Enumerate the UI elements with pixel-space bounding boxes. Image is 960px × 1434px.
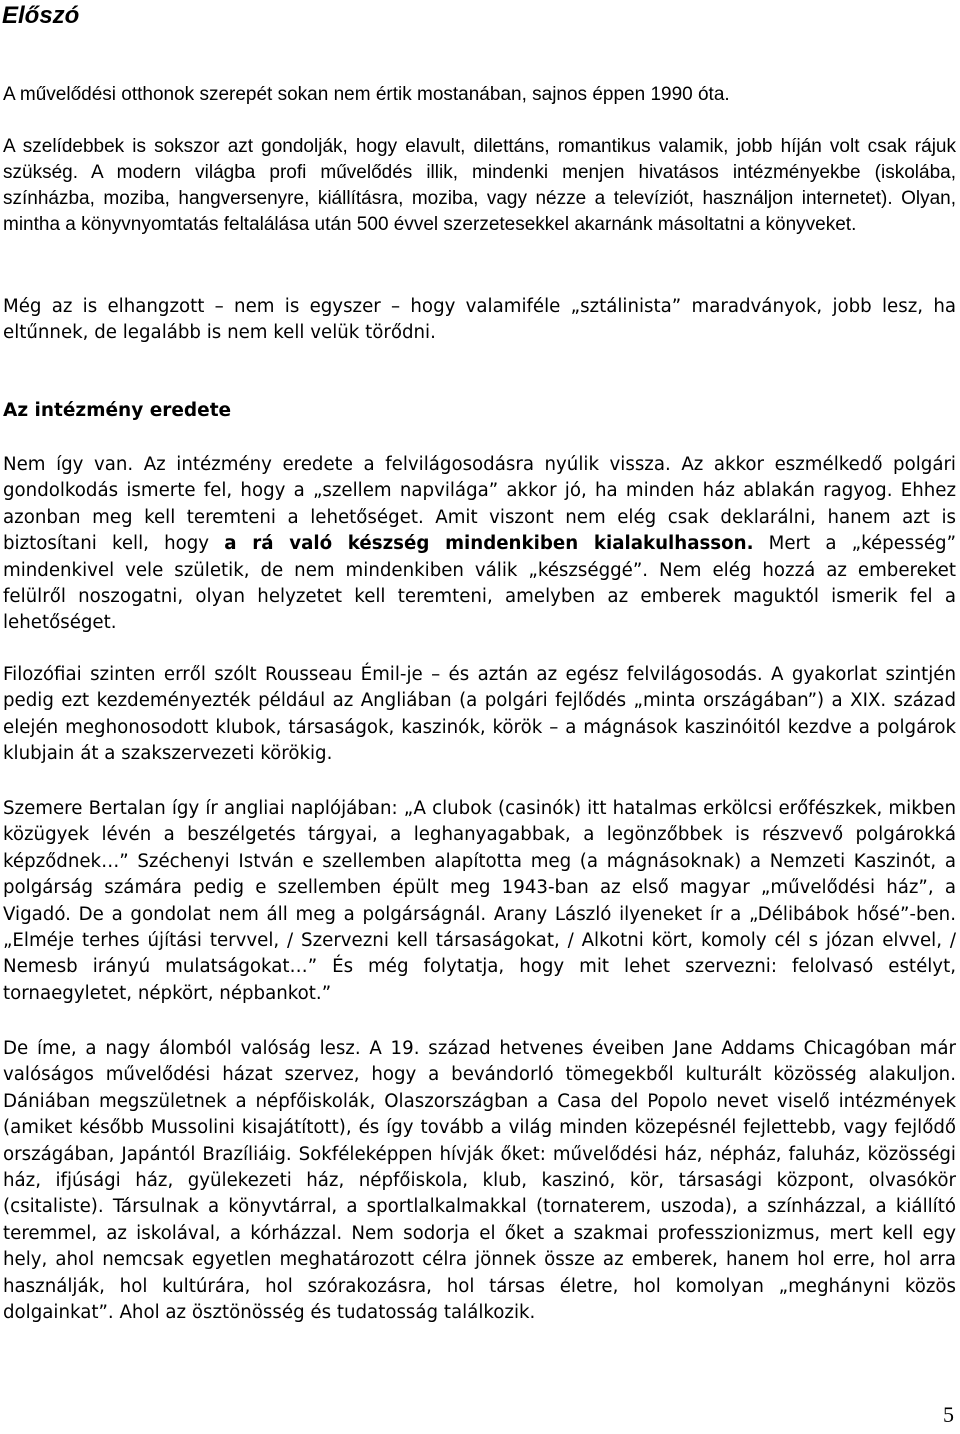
intro-paragraph-2: A szelídebbek is sokszor azt gondolják, hogy elavult, dilettáns, romantikus valamik, jobb híján volt csak rájuk szükség. A modern világba profi művelődés illik, mindenki menjen hivatásos intézményekbe (iskolába, színházba, moziba, hangversenyre, kiállításra, moziba, vagy nézze a televíziót, használjon internetet). Olyan, mintha a könyvnyomtatás feltalálása után 500 évvel szerzetesekkel akarnánk másoltatni a könyveket. bbox=[3, 136, 956, 235]
intro-paragraph-1: A művelődési otthonok szerepét sokan nem értik mostanában, sajnos éppen 1990 óta. bbox=[3, 84, 730, 105]
section-paragraph-1-text-end: Mert a „képesség” mindenkivel vele születik, de nem mindenkiben válik „készséggé”. Nem elég hozzá az embereket felülről noszogatni, olyan helyzetet kell teremteni, amelyben az emberek maguktól ismerik fel a lehetőséget. bbox=[3, 533, 956, 634]
section-paragraph-1-text: Nem így van. Az intézmény eredete a felvilágosodásra nyúlik vissza. Az akkor eszmélkedő polgári gondolkodás ismerte fel, hogy a „szellem napvilága” akkor jó, ha minden ház ablakán ragyog. Ehhez azonban meg kell teremteni a lehetőséget. Amit viszont nem elég csak deklarálni, hanem azt is biztosítani kell, hogy bbox=[3, 454, 956, 555]
section-paragraph-4: De íme, a nagy álomból valóság lesz. A 19. század hetvenes éveiben Jane Addams Chicagóban már valóságos művelődési házat szervez, hogy a bevándorló tömegekből kulturált közösség alakuljon. Dániában megszületnek a népfőiskolák, Olaszországban a Casa del Popolo nevet viselő intézmények (amiket később Mussolini kisajátított), és így tovább a világ minden közepésnél fejlettebb, vagy fejlődő országában, Japántól Brazíliáig. Sokféleképpen hívják őket: művelődési ház, népház, faluház, közösségi ház, ifjúsági ház, gyülekezeti ház, népfőiskola, klub, kaszinó, kör, társasági központ, olvasókör (csitaliste). Társulnak a könyvtárral, a sportlalkalmakkal (tornaterem, uszoda), a színházzal, a kiállító teremmel, az iskolával, a kórházzal. Nem sodorja el őket a szakmai professzionizmus, mert kell egy hely, ahol nemcsak egyetlen meghatározott célra jönnek össze az emberek, hanem hol erre, hol arra használják, hol kultúrára, hol szórakozásra, hol társas életre, hol komolyan „meghányni közös dolgainkat”. Ahol az ösztönösség és tudatosság találkozik. bbox=[3, 1038, 956, 1324]
intro-paragraph-3: Még az is elhangzott – nem is egyszer – hogy valamiféle „sztálinista” maradványok, jobb lesz, ha eltűnnek, de legalább is nem kell velük törődni. bbox=[3, 296, 956, 344]
section-heading: Az intézmény eredete bbox=[3, 400, 232, 421]
section-paragraph-1-emphasis: a rá való készség mindenkiben kialakulhasson. bbox=[224, 533, 754, 555]
section-paragraph-1 bbox=[3, 452, 956, 637]
section-paragraph-3: Szemere Bertalan így ír angliai naplójában: „A clubok (casinók) itt hatalmas erkölcsi erőfészkek, mikben közügyek lévén a beszélgetés tárgyai, a leghanyagabbak, a legönzőbbek is részvevő polgárokká képződnek…” Széchenyi István e szellemben alapította meg (a mágnásoknak) a Nemzeti Kaszinót, a polgárság számára pedig e szellemben épült meg 1943-ban az első magyar „művelődési ház”, a Vigadó. De a gondolat nem áll meg a polgárságnál. Arany László ilyeneket ír a „Délibábok hősé”-ben. „Elméje terhes újítási tervvel, / Szervezni kell társaságokat, / Alkotni kört, komoly cél s józan elvvel, / Nemesb irányú mulatságokat…” És még folytatja, hogy mit lehet szervezni: felolvasó estélyt, tornaegyletet, népkört, népbankot.” bbox=[3, 798, 956, 1004]
document-title: Előszó bbox=[2, 2, 80, 29]
section-paragraph-2: Filozófiai szinten erről szólt Rousseau Émil-je – és aztán az egész felvilágosodás. A gyakorlat szintjén pedig ezt kezdeményezték például az Angliában (a polgári fejlődés „minta országában”) a XIX. század elején meghonosodott klubok, társaságok, kaszinók, körök – a mágnások kaszinóitól kezdve a polgárok klubjain át a szakszervezeti körökig. bbox=[3, 664, 956, 765]
page-number: 5 bbox=[943, 1402, 954, 1427]
